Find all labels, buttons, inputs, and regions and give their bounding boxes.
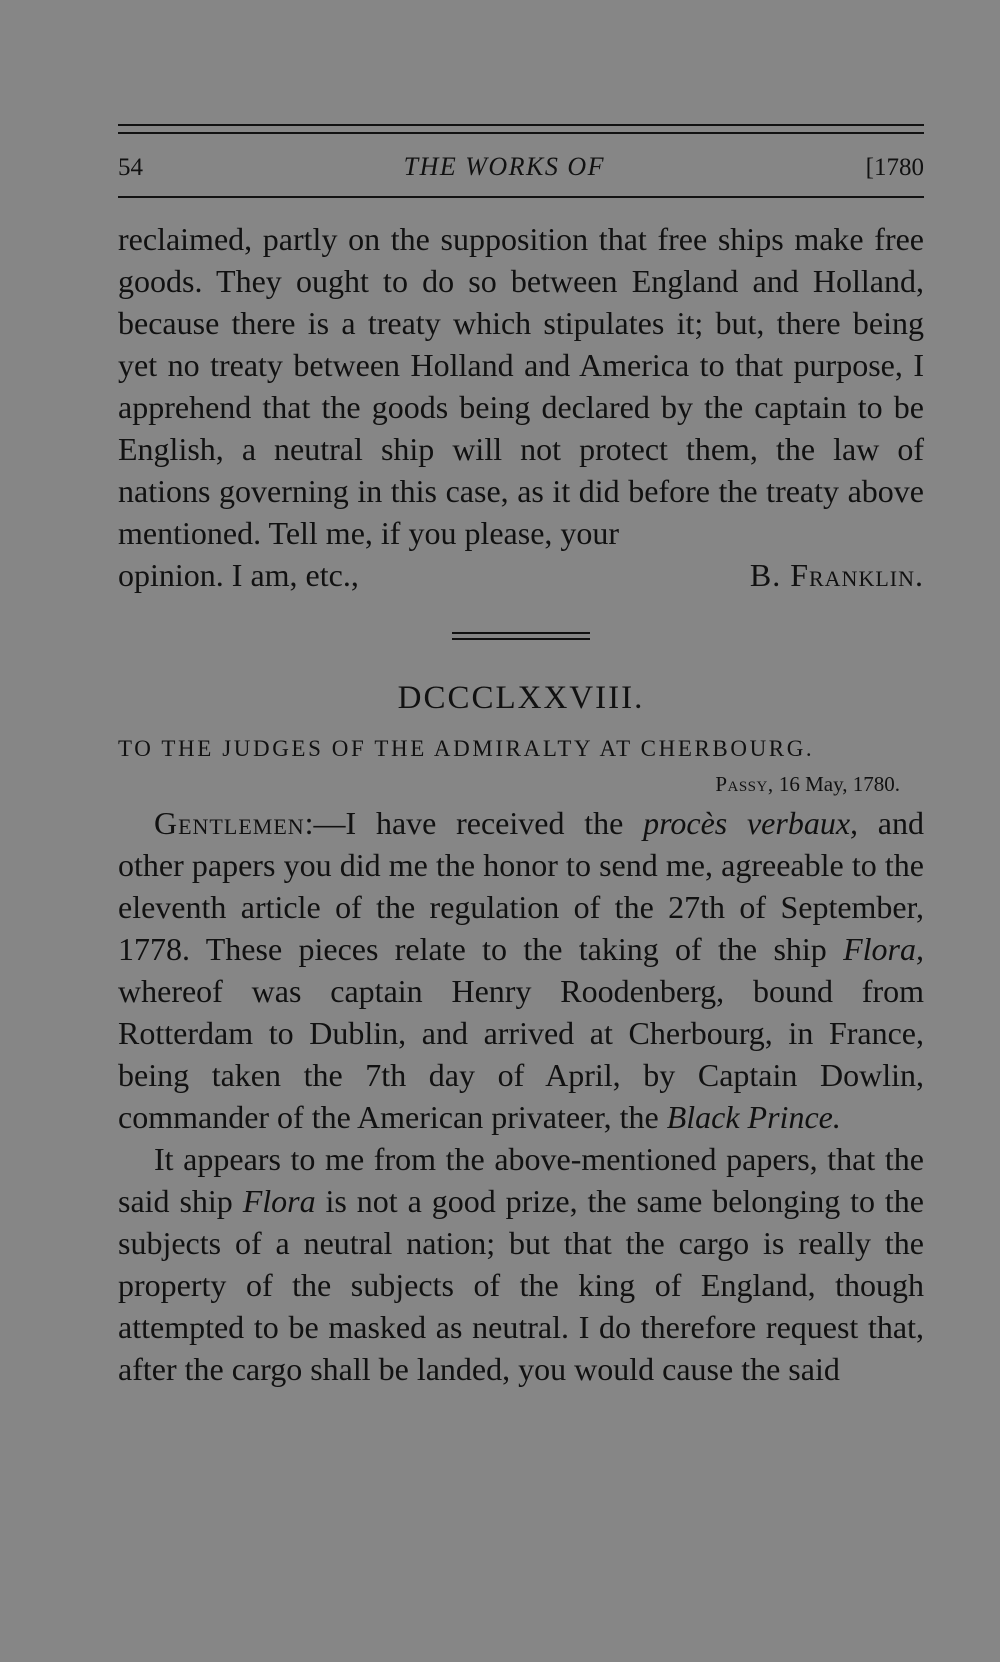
p1-text-c: whereof was captain Henry Roodenberg, bound from Rotterdam to Dublin, and arrived at Cherbourg, in France, being taken the 7th day of April, by Captain Dowlin, commander of the American privateer, the bbox=[118, 973, 924, 1135]
running-year: [1780 bbox=[865, 154, 924, 181]
signature: B. Franklin. bbox=[749, 557, 924, 593]
letter-number: DCCCLXXVIII. bbox=[397, 680, 645, 716]
closing-line bbox=[118, 554, 924, 596]
p2-text-a: It appears to me from the above-mentioned papers, that the said ship bbox=[118, 1141, 924, 1219]
continuation-paragraph: reclaimed, partly on the supposition that free ships make free goods. They ought to do so between England and Holland, because there is a treaty which stipulates it; but, there being yet no treaty between Holland and America to that purpose, I apprehend that the goods being declared by the captain to be English, a neutral ship will not protect them, the law of nations governing in this case, as it did before the treaty above mentioned. Tell me, if you please, your bbox=[118, 221, 924, 551]
dateline-date: 16 May, 1780. bbox=[778, 772, 900, 796]
running-title: THE WORKS OF bbox=[403, 152, 606, 181]
p2-text-b: is not a good prize, the same belonging to the subjects of a neutral nation; but that the cargo is really the property of the subjects of the king of England, though attempted to be masked as neutral. I do therefore request that, after the cargo shall be landed, you would cause the said bbox=[118, 1183, 925, 1387]
page-number: 54 bbox=[118, 154, 143, 181]
book-page bbox=[118, 124, 924, 1390]
closing-text: opinion. I am, etc., bbox=[118, 557, 359, 593]
p2-italic-flora: Flora bbox=[242, 1183, 316, 1219]
header-rule bbox=[118, 196, 924, 198]
p1-text-a: :—I have received the bbox=[304, 805, 644, 841]
dateline bbox=[118, 770, 924, 798]
letter-paragraph-1 bbox=[118, 802, 924, 1138]
section-divider bbox=[452, 632, 590, 640]
top-double-rule bbox=[118, 124, 924, 134]
p1-text-b: and other papers you did me the honor to send me, agreeable to the eleventh article of the regulation of the 27th of September, 1778. These pieces relate to the taking of the ship bbox=[118, 805, 925, 967]
dateline-place: Passy, bbox=[715, 772, 774, 796]
letter-addressee: TO THE JUDGES OF THE ADMIRALTY AT CHERBOURG. bbox=[118, 736, 815, 761]
salutation: Gentlemen bbox=[154, 805, 305, 841]
running-head bbox=[118, 152, 924, 188]
letter-paragraph-2 bbox=[118, 1138, 924, 1390]
p1-italic-black-prince: Black Prince. bbox=[666, 1099, 841, 1135]
p1-italic-flora: Flora, bbox=[843, 931, 924, 967]
p1-italic-proces-verbaux: procès verbaux, bbox=[643, 805, 859, 841]
